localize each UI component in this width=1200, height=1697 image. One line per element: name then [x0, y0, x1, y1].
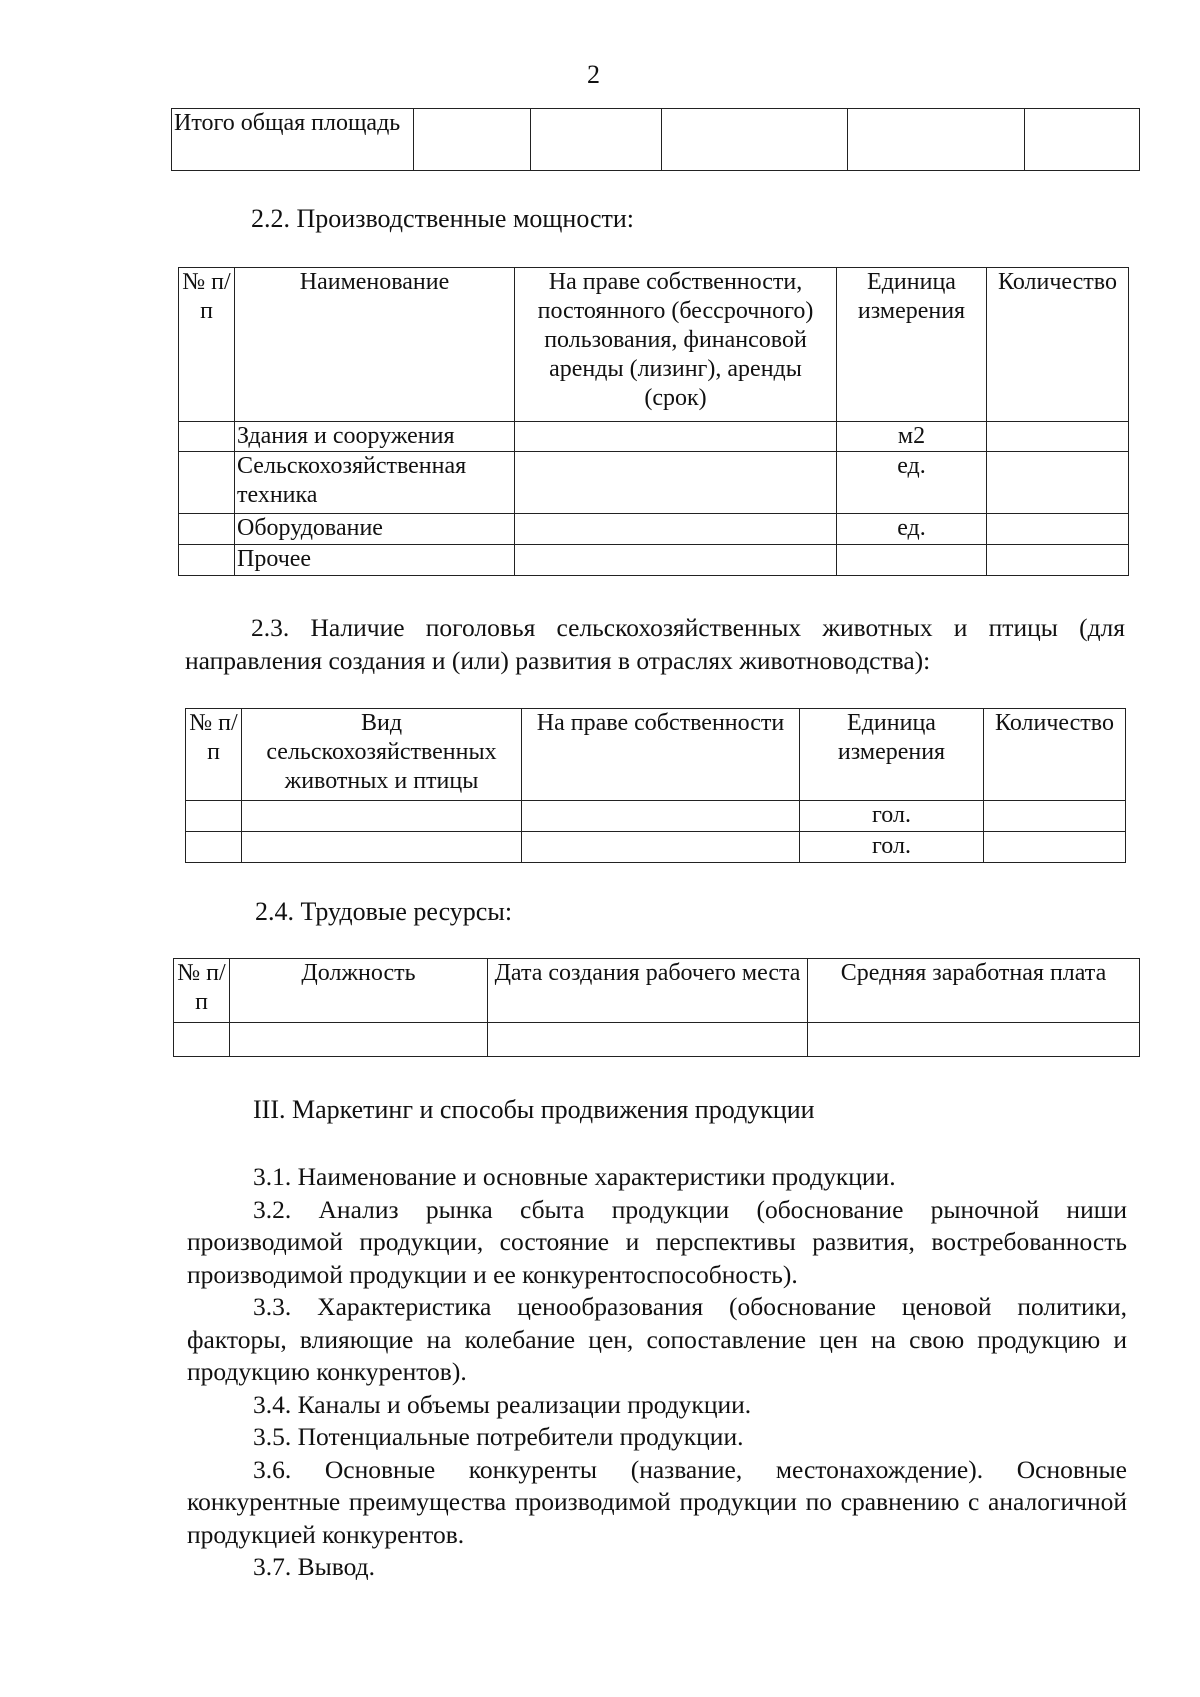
row-name: Сельскохозяйственная техника [235, 452, 515, 514]
table-row [186, 832, 1126, 863]
table-row [174, 1023, 1140, 1057]
section-2-3-heading [185, 612, 1125, 677]
table-cell [1025, 109, 1140, 171]
section-2-2-heading: 2.2. Производственные мощности: [251, 204, 635, 233]
labor-resources-table [173, 958, 1140, 1057]
header-ownership: На праве собственности [522, 709, 800, 801]
header-quantity: Количество [987, 268, 1129, 422]
table-row [179, 545, 1129, 576]
table-cell [662, 109, 848, 171]
production-capacity-table [178, 267, 1129, 576]
table-row [179, 452, 1129, 514]
section-2-4-heading: 2.4. Трудовые ресурсы: [255, 897, 513, 926]
header-quantity: Количество [984, 709, 1126, 801]
livestock-table [185, 708, 1126, 863]
header-salary: Средняя заработная плата [808, 959, 1140, 1023]
header-unit: Единица измерения [800, 709, 984, 801]
row-name: Оборудование [235, 514, 515, 545]
header-name: Наименование [235, 268, 515, 422]
row-unit: ед. [837, 514, 987, 545]
header-num: № п/п [179, 268, 235, 422]
total-area-label: Итого общая площадь [172, 109, 414, 171]
header-position: Должность [230, 959, 488, 1023]
list-item: 3.6. Основные конкуренты (название, местонахождение). Основные конкурентные преимущества производимой продукции по сравнению с аналогичной продукцией конкурентов. [187, 1454, 1127, 1549]
table-row [179, 514, 1129, 545]
section-3-heading: III. Маркетинг и способы продвижения продукции [253, 1095, 815, 1124]
header-num: № п/п [186, 709, 242, 801]
list-item: 3.1. Наименование и основные характеристики продукции. [253, 1162, 896, 1191]
list-item: 3.7. Вывод. [253, 1552, 375, 1581]
table-cell [414, 109, 531, 171]
row-name: Прочее [235, 545, 515, 576]
table-row [186, 801, 1126, 832]
header-kind: Вид сельскохозяйственных животных и птицы [242, 709, 522, 801]
row-unit [837, 545, 987, 576]
row-unit: гол. [800, 801, 984, 832]
section-3-items [187, 1161, 1127, 1584]
row-unit: м2 [837, 422, 987, 452]
section-2-3-text: 2.3. Наличие поголовья сельскохозяйственных животных и птицы (для направления создания и (или) развития в отраслях животноводства): [185, 613, 1125, 675]
list-item: 3.3. Характеристика ценообразования (обоснование ценовой политики, факторы, влияющие на колебание цен, сопоставление цен на свою продукцию и продукцию конкурентов). [187, 1292, 1127, 1386]
header-date: Дата создания рабочего места [488, 959, 808, 1023]
header-unit: Единица измерения [837, 268, 987, 422]
header-ownership: На праве собственности, постоянного (бессрочного) пользования, финансовой аренды (лизинг), аренды (срок) [515, 268, 837, 422]
row-name: Здания и сооружения [235, 422, 515, 452]
total-area-table [171, 108, 1140, 171]
list-item: 3.5. Потенциальные потребители продукции. [253, 1422, 744, 1451]
row-unit: ед. [837, 452, 987, 514]
table-cell [848, 109, 1025, 171]
page-number: 2 [587, 60, 600, 89]
header-num: № п/п [174, 959, 230, 1023]
list-item: 3.4. Каналы и объемы реализации продукции. [253, 1389, 752, 1419]
row-unit: гол. [800, 832, 984, 863]
table-row [179, 422, 1129, 452]
list-item: 3.2. Анализ рынка сбыта продукции (обоснование рыночной ниши производимой продукции, состояние и перспективы развития, востребованность производимой продукции и ее конкурентоспособность). [187, 1194, 1127, 1289]
table-cell [531, 109, 662, 171]
